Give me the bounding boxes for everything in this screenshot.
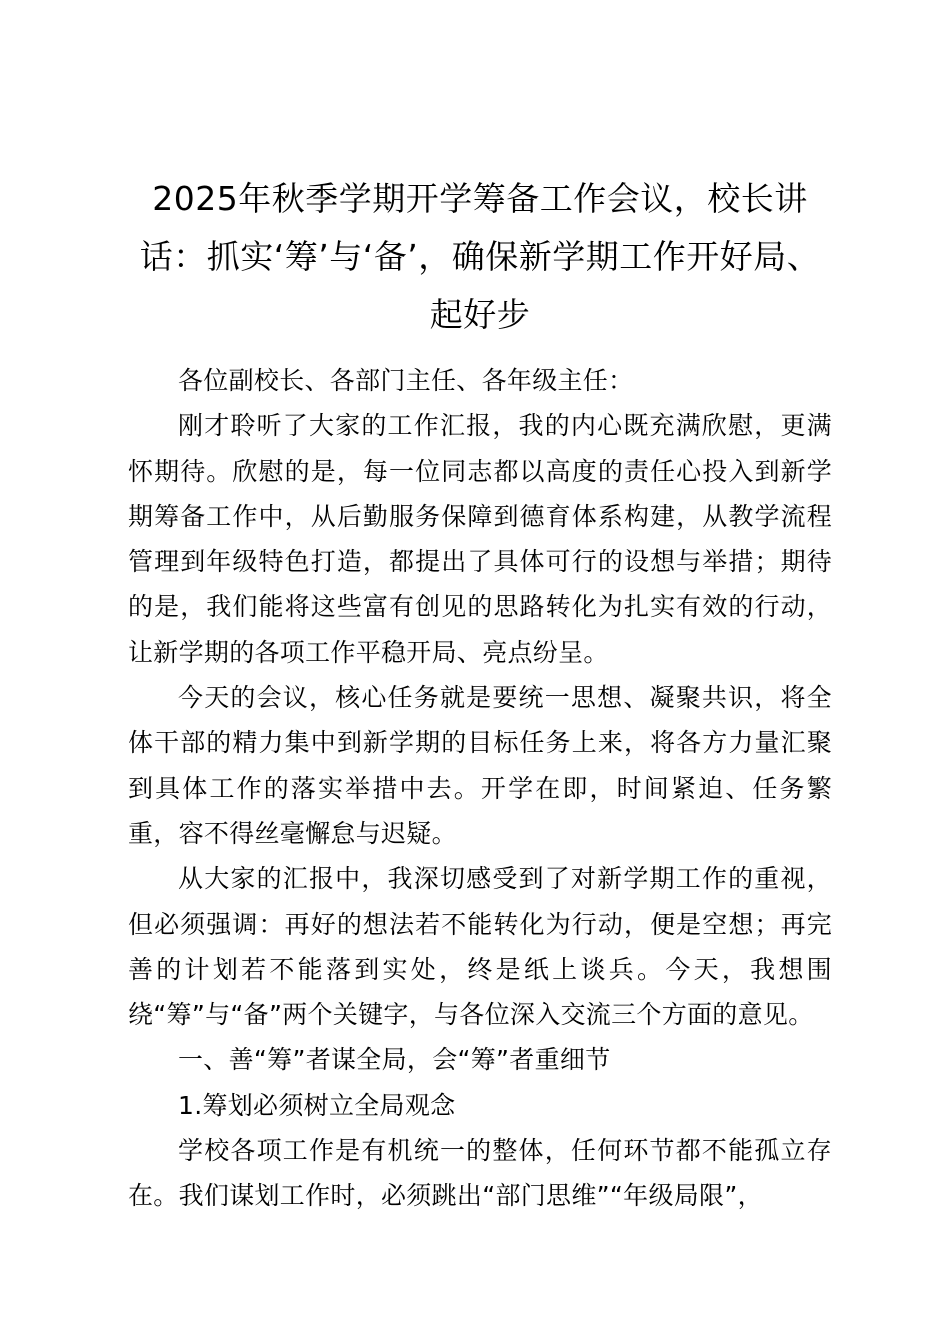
subsection-heading: 1.筹划必须树立全局观念 — [178, 1090, 456, 1120]
section-heading: 一、善“筹”者谋全局，会“筹”者重细节 — [178, 1045, 611, 1075]
body-paragraph: 从大家的汇报中，我深切感受到了对新学期工作的重视，但必须强调：再好的想法若不能转化为行动，便是空想；再完善的计划若不能落到实处，终是纸上谈兵。今天，我想围绕“筹”与“备”两个关键字，与各位深入交流三个方面的意见。 — [128, 864, 832, 1030]
salutation-paragraph: 各位副校长、各部门主任、各年级主任： — [178, 366, 634, 395]
document-title: 2025年秋季学期开学筹备工作会议，校长讲话：抓实‘筹’与‘备’，确保新学期工作开好局、起好步 — [139, 179, 821, 334]
document-page — [128, 170, 832, 1219]
body-paragraph: 学校各项工作是有机统一的整体，任何环节都不能孤立存在。我们谋划工作时，必须跳出“部门思维”“年级局限”， — [128, 1136, 832, 1211]
body-paragraph: 今天的会议，核心任务就是要统一思想、凝聚共识，将全体干部的精力集中到新学期的目标任务上来，将各方力量汇聚到具体工作的落实举措中去。开学在即，时间紧迫、任务繁重，容不得丝毫懈怠与迟疑。 — [128, 683, 832, 848]
body-paragraph: 刚才聆听了大家的工作汇报，我的内心既充满欣慰，更满怀期待。欣慰的是，每一位同志都以高度的责任心投入到新学期筹备工作中，从后勤服务保障到德育体系构建，从教学流程管理到年级特色打造，都提出了具体可行的设想与举措；期待的是，我们能将这些富有创见的思路转化为扎实有效的行动，让新学期的各项工作平稳开局、亮点纷呈。 — [128, 411, 832, 667]
